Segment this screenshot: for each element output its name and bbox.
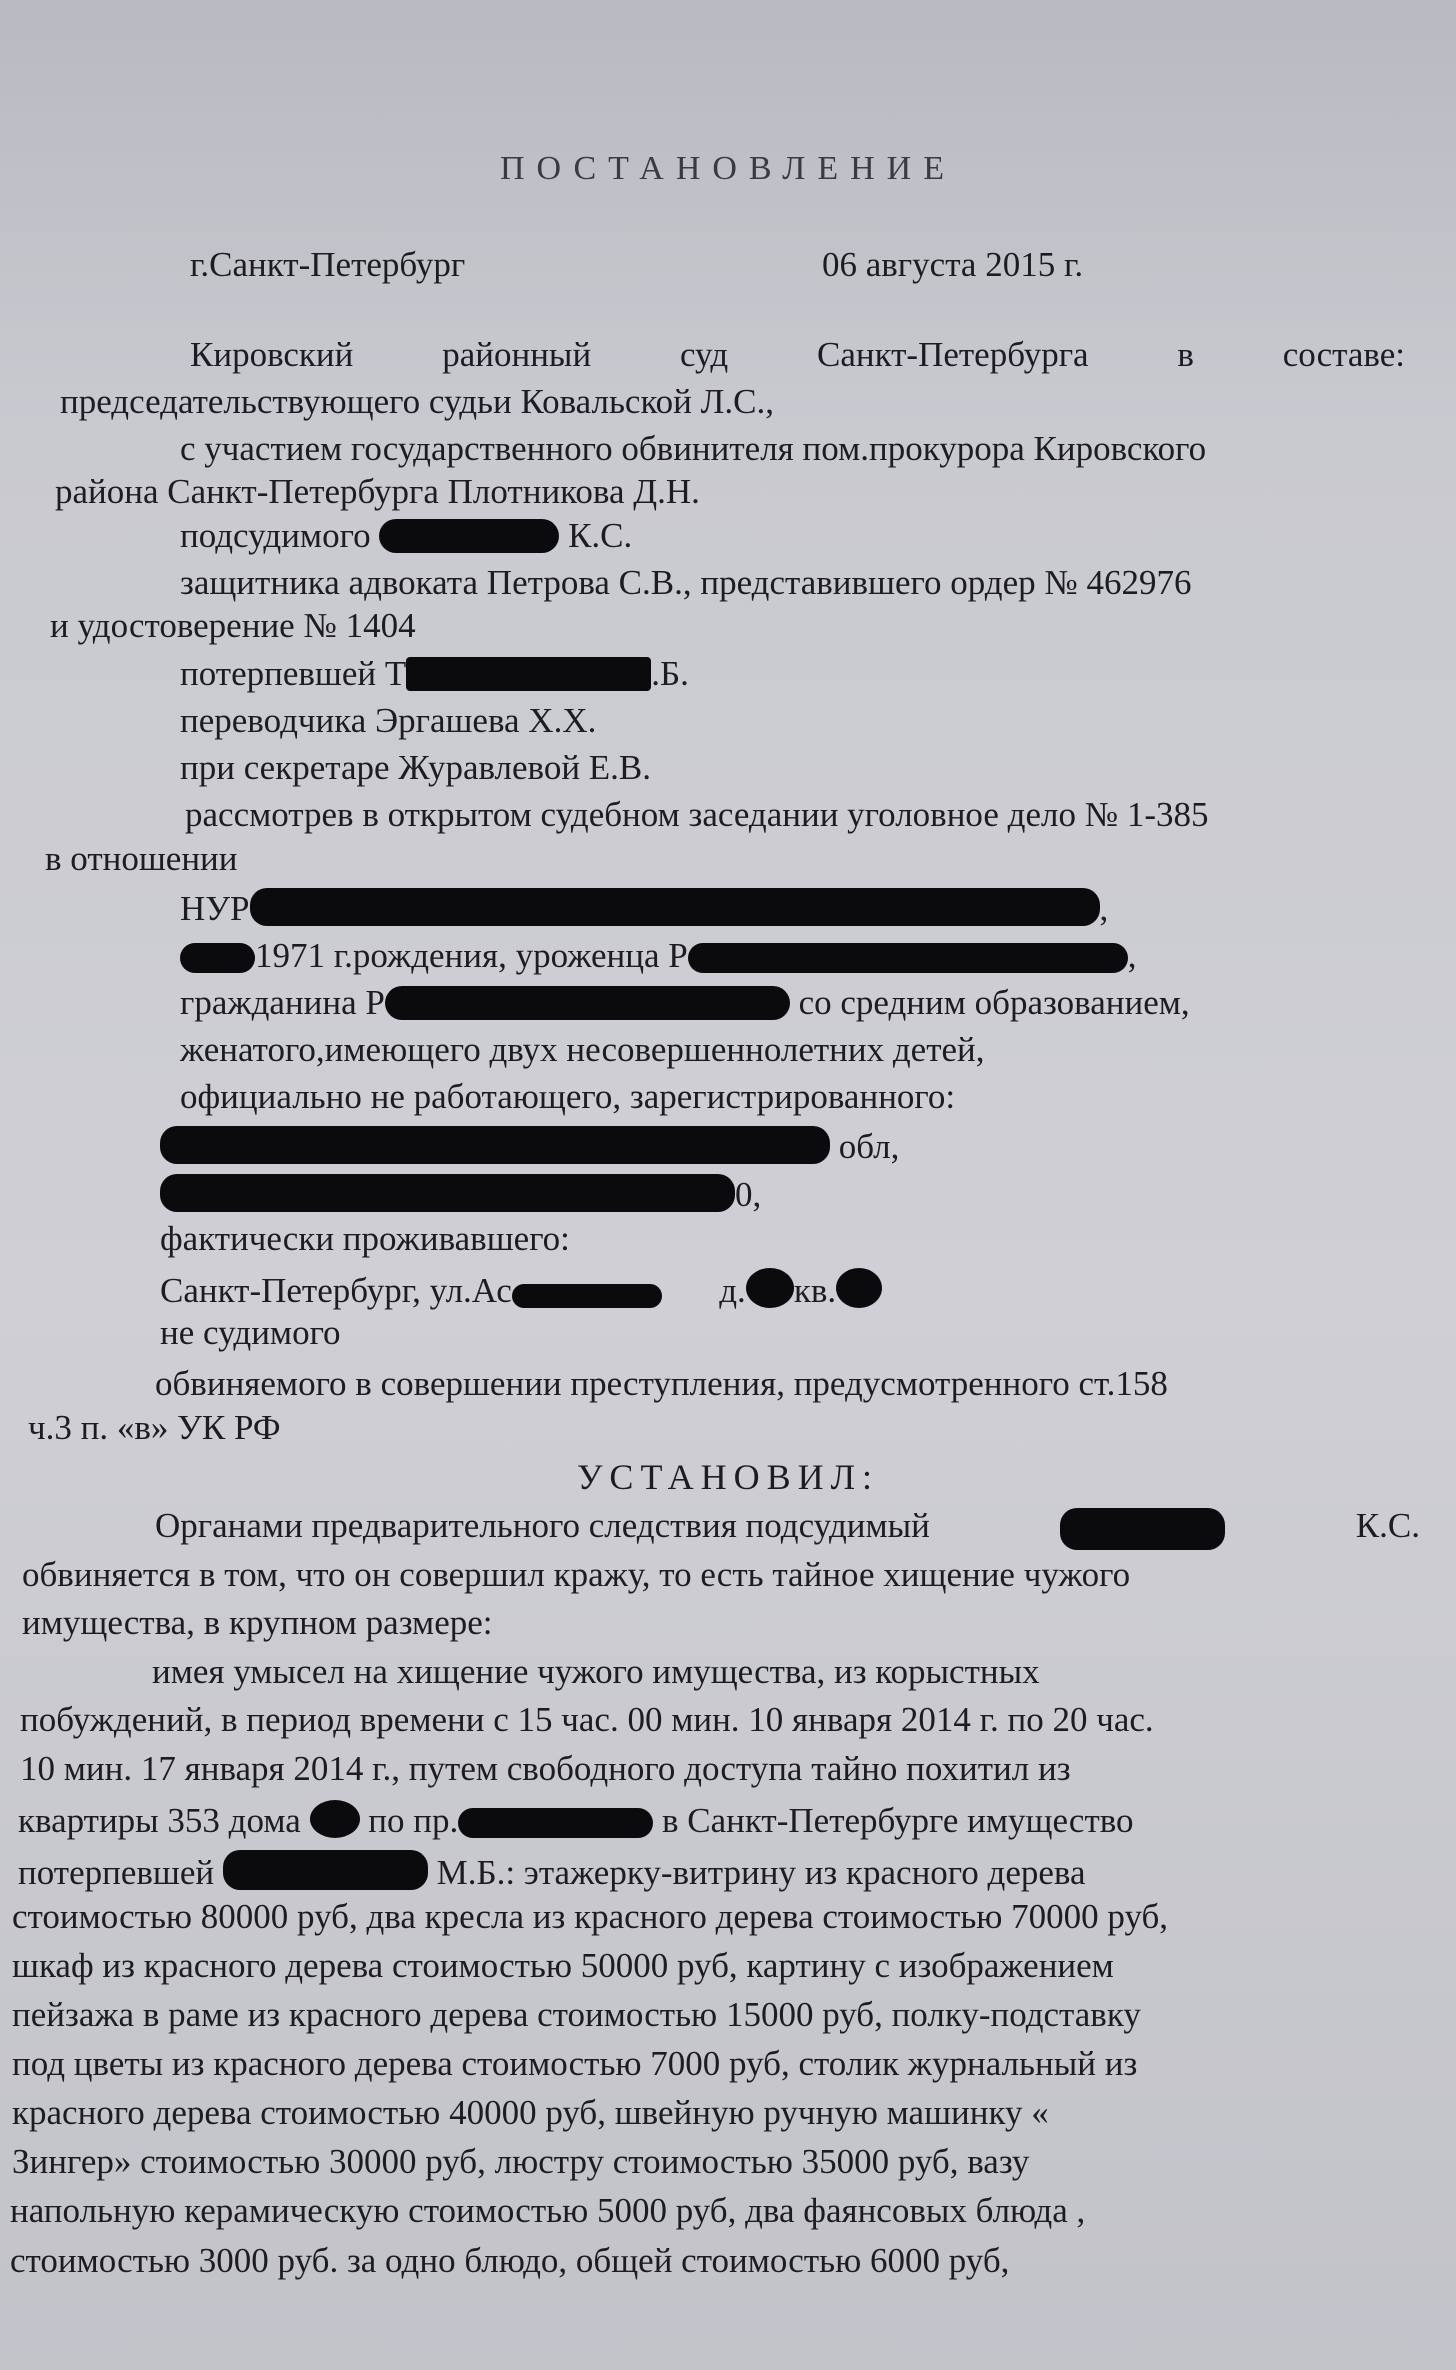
redaction [160, 1174, 735, 1212]
redaction [458, 1808, 653, 1838]
redaction [310, 1800, 360, 1838]
label: по пр. [368, 1801, 459, 1840]
text-line: защитника адвоката Петрова С.В., представившего ордер № 462976 [180, 563, 1192, 602]
label: НУР [180, 889, 250, 928]
label: квартиры 353 дома [18, 1801, 301, 1840]
redaction [385, 986, 790, 1020]
paragraph-line [155, 1508, 1420, 1550]
redaction [250, 888, 1100, 926]
word: суд [679, 335, 729, 374]
address-line [160, 1126, 899, 1164]
text-line: рассмотрев в открытом судебном заседании уголовное дело № 1-385 [185, 795, 1209, 834]
text-line: побуждений, в период времени с 15 час. 00 мин. 10 января 2014 г. по 20 час. [20, 1700, 1154, 1739]
text-line: женатого,имеющего двух несовершеннолетних детей, [180, 1030, 985, 1069]
text-line: ч.3 п. «в» УК РФ [28, 1408, 281, 1447]
word: Кировский [190, 335, 354, 374]
text-line: напольную керамическую стоимостью 5000 руб, два фаянсовых блюда , [10, 2191, 1086, 2230]
initials: .Б. [651, 654, 689, 693]
label: 0, [735, 1175, 762, 1214]
text-line: обвиняется в том, что он совершил кражу, то есть тайное хищение чужого [22, 1555, 1131, 1594]
word: Санкт-Петербурга [816, 335, 1089, 374]
label: М.Б.: этажерку-витрину из красного дерева [436, 1853, 1086, 1892]
text-line: красного дерева стоимостью 40000 руб, швейную ручную машинку « [12, 2093, 1049, 2132]
text-line: обвиняемого в совершении преступления, предусмотренного ст.158 [155, 1364, 1168, 1403]
word: в [1177, 335, 1194, 374]
document-title: ПОСТАНОВЛЕНИЕ [499, 150, 957, 187]
label: 1971 г.рождения, уроженца Р [255, 936, 688, 975]
section-heading: УСТАНОВИЛ: [576, 1457, 880, 1497]
text-line: переводчика Эргашева Х.Х. [180, 701, 597, 740]
residence-line [160, 1268, 882, 1308]
redaction [223, 1850, 428, 1890]
label: кв. [793, 1271, 837, 1310]
text-line: председательствующего судьи Ковальской Л.С., [60, 382, 774, 421]
defendant-line [180, 518, 632, 553]
label: обл, [838, 1127, 900, 1166]
text-line: при секретаре Журавлевой Е.В. [180, 748, 652, 787]
court-line [190, 337, 1405, 372]
apartment-line [18, 1800, 1134, 1838]
punct: , [1099, 889, 1109, 928]
label: гражданина Р [180, 983, 385, 1022]
text-line: Зингер» стоимостью 30000 руб, люстру стоимостью 35000 руб, вазу [12, 2142, 1030, 2181]
label: Санкт-Петербург, ул.Ас [160, 1271, 512, 1310]
text-line: 10 мин. 17 января 2014 г., путем свободного доступа тайно похитил из [20, 1749, 1071, 1788]
redaction [1060, 1508, 1225, 1550]
label: потерпевшей Т [180, 654, 407, 693]
label: в Санкт-Петербурге имущество [662, 1801, 1134, 1840]
text-line: стоимостью 80000 руб, два кресла из красного дерева стоимостью 70000 руб, [12, 1897, 1169, 1936]
redaction [746, 1268, 794, 1308]
text-line: пейзажа в раме из красного дерева стоимостью 15000 руб, полку-подставку [12, 1995, 1141, 2034]
text-line: и удостоверение № 1404 [50, 606, 416, 645]
redaction [160, 1126, 830, 1164]
text-line: стоимостью 3000 руб. за одно блюдо, общей стоимостью 6000 руб, [10, 2241, 1010, 2280]
word: районный [442, 335, 592, 374]
text-line: района Санкт-Петербурга Плотникова Д.Н. [55, 472, 700, 511]
city: г.Санкт-Петербург [190, 245, 466, 284]
redaction [180, 943, 255, 973]
birth-line [180, 938, 1136, 973]
text-line: шкаф из красного дерева стоимостью 50000 руб, картину с изображением [12, 1946, 1114, 1985]
text-line: фактически проживавшего: [160, 1219, 570, 1258]
text-line: под цветы из красного дерева стоимостью 7000 руб, столик журнальный из [12, 2044, 1138, 2083]
date: 06 августа 2015 г. [822, 245, 1084, 284]
redaction [836, 1268, 882, 1308]
victim-items-line [18, 1850, 1086, 1890]
text-line: имея умысел на хищение чужого имущества, из корыстных [152, 1652, 1040, 1691]
label: потерпевшей [18, 1853, 215, 1892]
initials: К.С. [1355, 1506, 1420, 1545]
label: Органами предварительного следствия подсудимый [155, 1506, 930, 1545]
redaction [406, 657, 651, 691]
text-line: в отношении [45, 839, 238, 878]
victim-line [180, 656, 689, 691]
text-line: официально не работающего, зарегистрированного: [180, 1077, 956, 1116]
word: составе: [1282, 335, 1405, 374]
redaction [688, 943, 1128, 973]
punct: , [1127, 936, 1137, 975]
text-line: не судимого [160, 1313, 341, 1352]
redaction [379, 519, 559, 553]
initials: К.С. [568, 516, 633, 555]
label: подсудимого [180, 516, 371, 555]
citizenship-line [180, 985, 1190, 1020]
label: д. [719, 1271, 746, 1310]
name-line [180, 888, 1108, 926]
label: со средним образованием, [798, 983, 1190, 1022]
redaction [512, 1284, 662, 1308]
text-line: имущества, в крупном размере: [22, 1603, 493, 1642]
text-line: с участием государственного обвинителя пом.прокурора Кировского [180, 429, 1207, 468]
address-line [160, 1174, 761, 1212]
